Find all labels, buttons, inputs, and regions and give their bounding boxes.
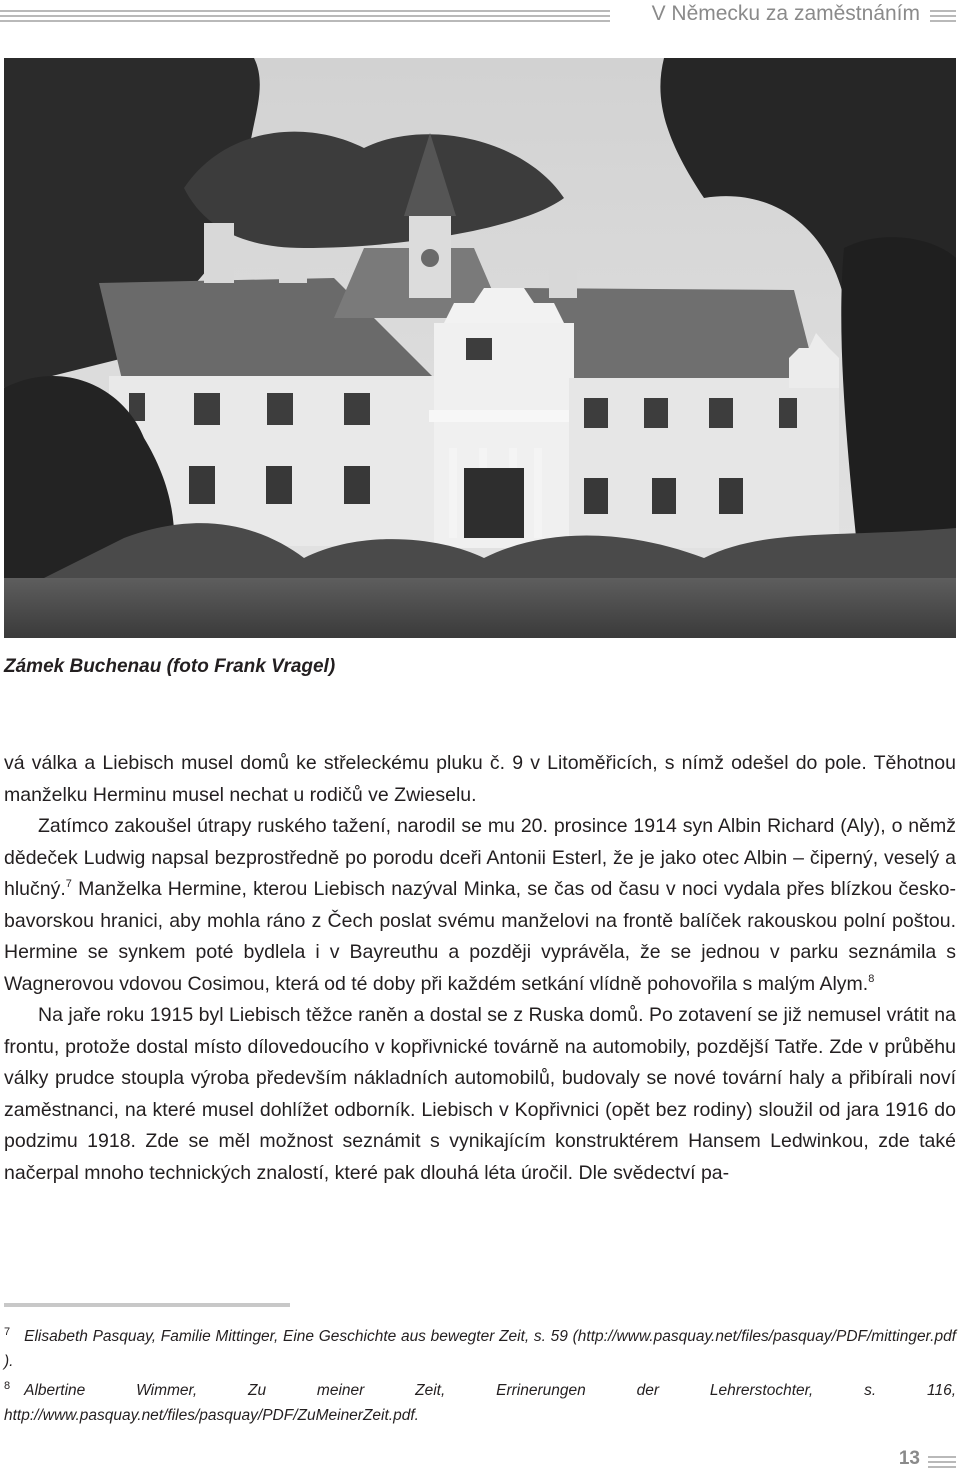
footnote-8: [4, 1374, 956, 1428]
footnotes: [4, 1320, 956, 1428]
footnote-ref-7[interactable]: 7: [65, 878, 72, 890]
paragraph-2b: Manželka Hermine, kterou Liebisch nazýval Minka, se čas od času v noci vydala přes blízkou česko-bavorskou hranici, aby mohla ráno z Čech poslat svému manželovi na frontě balíček rakouskou polní poštou. Hermine se synkem poté bydlela i v Bayreuthu a později vyprávěla, že se jednou v parku seznámila s Wagnerovou vdovou Cosimou, která od té doby při každém setkání vlídně pohovořila s malým Alym.: [4, 878, 956, 995]
running-header: [0, 0, 960, 30]
paragraph-2a: Zatímco zakoušel útrapy ruského tažení, narodil se mu 20. prosince 1914 syn Albin Richard (Aly), o němž dědeček Ludwig napsal bezprostředně po porodu dceři Antonii Esterl, že je jako otec Albin – čiperný, veselý a hlučný.: [4, 815, 956, 900]
footnote-divider: [4, 1303, 290, 1307]
photo-caption: Zámek Buchenau (foto Frank Vragel): [4, 656, 336, 677]
footnote-number: 8: [4, 1380, 11, 1392]
footnote-text: Elisabeth Pasquay, Familie Mittinger, Eine Geschichte aus bewegter Zeit, s. 59 (http://www.pasquay.net/files/pasquay/PDF/mittinger.pdf ).: [4, 1328, 956, 1370]
article-body: [4, 748, 956, 1189]
header-rule: [0, 10, 610, 22]
footnote-text: Albertine Wimmer, Zu meiner Zeit, Errinerungen der Lehrerstochter, s. 116, http://www.pasquay.net/files/pasquay/PDF/ZuMeinerZeit.pdf.: [4, 1382, 956, 1424]
footnote-number: 7: [4, 1326, 11, 1338]
header-mark: [930, 10, 956, 22]
footnote-ref-8[interactable]: 8: [868, 972, 875, 985]
page-mark: [928, 1456, 956, 1468]
chapter-title: V Německu za zaměstnáním: [651, 2, 920, 25]
paragraph-1: vá válka a Liebisch musel domů ke střeleckému pluku č. 9 v Litoměřicích, s nímž odešel do pole. Těhotnou manželku Herminu musel nechat u rodičů ve Zwieselu.: [4, 752, 956, 806]
paragraph-2: [4, 811, 956, 1000]
paragraph-3: Na jaře roku 1915 byl Liebisch těžce raněn a dostal se z Ruska domů. Po zotavení se již nemusel vrátit na frontu, protože dostal místo dílovedoucího v kopřivnické továrně na automobily, pozdější Tatře. Zde v průběhu války prudce stoupla výroba především nákladních automobilů, budovaly se nové tovární haly a přibírali noví zaměstnanci, na které musel dohlížet odborník. Liebisch v Kopřivnici (opět bez rodiny) sloužil od jara 1916 do podzimu 1918. Zde se měl možnost seznámit s vynikajícím konstruktérem Hansem Ledwinkou, zde také načerpal mnoho technických znalostí, které pak dlouhá léta úročil. Dle svědectví pa-: [4, 1004, 956, 1184]
page-number: 13: [898, 1448, 920, 1469]
footnote-7: [4, 1320, 956, 1374]
castle-photo: [4, 58, 956, 638]
